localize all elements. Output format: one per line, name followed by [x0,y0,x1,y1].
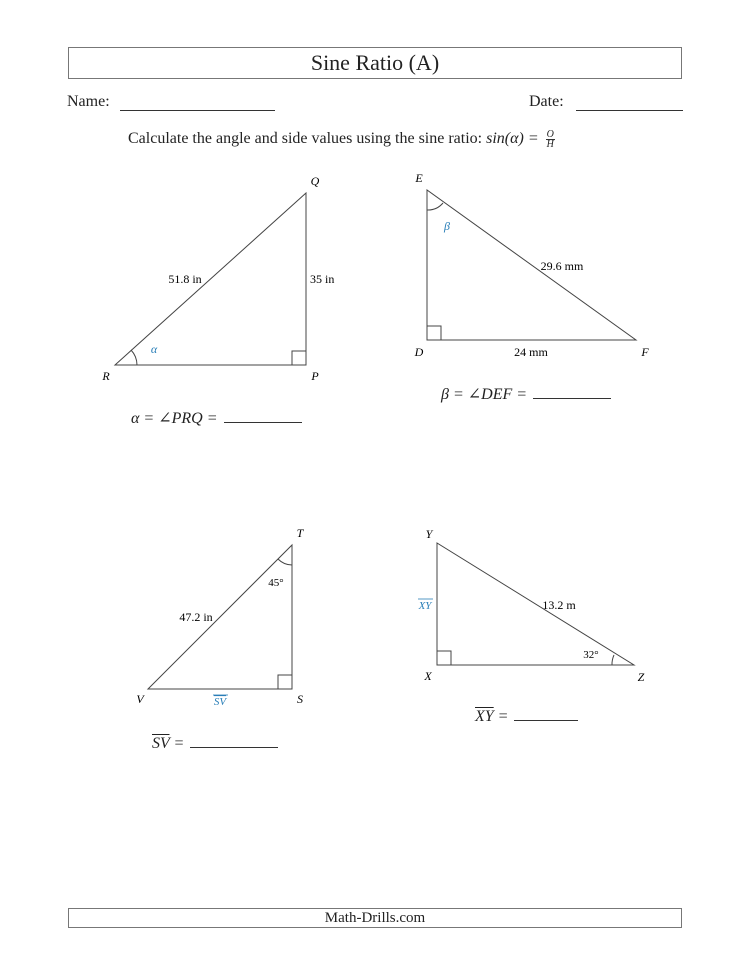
right-angle-marker-p [292,351,306,365]
right-angle-marker-s [278,675,292,689]
vertex-v-label: V [136,692,144,706]
answer-side-xy [475,708,578,726]
vertex-s-label: S [297,692,303,706]
triangle-pqr-shape [115,193,306,365]
vertex-d-label: D [414,345,424,359]
triangle-pqr [115,193,306,365]
unknown-side-sv-label: SV [213,696,227,708]
triangle-stv [148,545,292,689]
answer-prompt-prq: α = ∠PRQ = [131,410,218,427]
triangle-stv-shape [148,545,292,689]
vertex-r-label: R [102,369,110,383]
beta-angle-label: β [444,219,450,233]
triangle-xyz [437,543,634,665]
answer-blank-prq[interactable] [224,422,302,423]
triangle-def-shape [427,190,636,340]
vertex-e-label: E [415,171,423,185]
alpha-angle-label: α [150,342,158,356]
fraction-denominator: H [546,139,554,150]
answer-angle-def [441,384,611,404]
side-df-label: 24 mm [514,345,548,359]
triangle-xyz-shape [437,543,634,665]
answer-equals-xy: = [493,708,509,725]
sine-formula: sin(α) = [486,130,539,148]
fraction-numerator: O [546,129,554,140]
right-angle-marker-x [437,651,451,665]
worksheet-title: Sine Ratio (A) [68,47,682,79]
answer-side-sv-name: $\overline{SV}$ [152,735,170,752]
vertex-z-label: Z [637,670,645,684]
vertex-f-label: F [641,345,649,359]
answer-side-sv [152,735,278,753]
vertex-y-label: Y [425,527,433,541]
angle-t-value: 45° [268,577,284,589]
footer-credit: Math-Drills.com [68,908,682,928]
name-label: Name: [67,93,110,110]
angle-z-value: 32° [583,649,599,661]
triangle-def [427,190,636,340]
answer-prompt-def: β = ∠DEF = [441,386,528,403]
vertex-p-label: P [311,369,319,383]
answer-side-xy-name: $\overline{XY}$ [475,708,494,725]
angle-arc-t [278,559,292,565]
unknown-side-xy-label: XY [418,600,432,612]
vertex-x-label: X [424,669,432,683]
hypotenuse-qr-label: 51.8 in [168,272,202,286]
answer-equals-sv: = [169,735,185,752]
vertex-q-label: Q [310,174,320,188]
angle-arc-z [612,655,614,665]
angle-arc-beta [427,203,443,210]
date-label: Date: [529,93,564,110]
hypotenuse-yz-label: 13.2 m [542,598,576,612]
answer-blank-def[interactable] [533,398,611,399]
right-angle-marker-d [427,326,441,340]
answer-blank-xy[interactable] [514,720,578,721]
answer-blank-sv[interactable] [190,747,278,748]
hypotenuse-tv-label: 47.2 in [179,610,213,624]
vertex-t-label: T [296,526,304,540]
instructions-text: Calculate the angle and side values using the sine ratio: [128,130,483,148]
hypotenuse-ef-label: 29.6 mm [540,259,584,273]
answer-angle-prq [131,408,302,428]
angle-arc-alpha [131,350,137,365]
side-pq-label: 35 in [310,272,335,286]
